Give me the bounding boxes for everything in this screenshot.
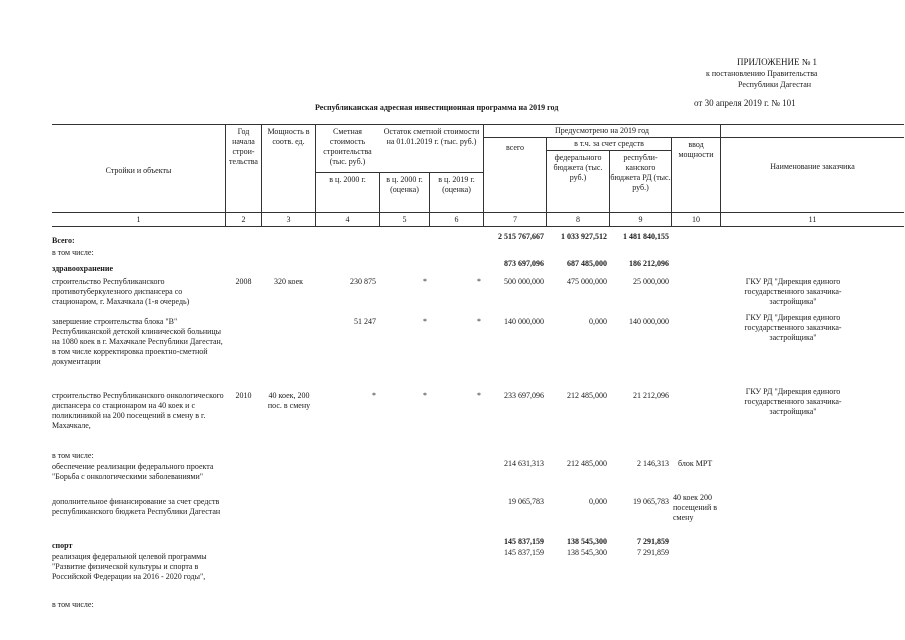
table-row-cost: * [372,391,376,400]
table-row-republican: 140 000,000 [629,317,669,326]
table-row-total: 19 065,783 [508,497,544,506]
table-row-republican: 25 000,000 [633,277,669,286]
table-row-remaining-2019: * [477,317,481,326]
table-row-federal: 0,000 [589,317,607,326]
col-number: 8 [576,215,580,224]
table-row-capacity-input: блок МРТ [678,459,713,468]
header-remaining-2000: в ц. 2000 г. (оценка) [386,175,423,194]
table-row-cost: 230 875 [350,277,376,286]
appendix-line2: Республики Дагестан [738,80,812,89]
healthcare-total: 873 697,096 [504,259,544,268]
table-row-year: 2010 [235,391,252,400]
header-capacity-input: ввод мощности [678,140,714,159]
table-row-total: 233 697,096 [504,391,544,400]
header-capacity: Мощность в соотв. ед. [267,127,310,146]
table-row-federal: 0,000 [589,497,607,506]
table-row-capacity-input: 40 коек 200 посещений в смену [673,493,718,522]
document-title: Республиканская адресная инвестиционная программа на 2019 год [315,103,559,112]
table-row-client: ГКУ РД "Дирекция единого государственного заказчика-застройщика" [744,387,842,416]
table-row-name: обеспечение реализации федерального проекта "Борьба с онкологическими заболеваниями" [52,462,214,481]
table-row-federal: 212 485,000 [567,391,607,400]
col-number: 11 [808,215,817,224]
table-row-capacity: 40 коек, 200 пос. в смену [267,391,311,410]
col-number: 6 [454,215,459,224]
sport-total: 145 837,159 [504,537,544,546]
table-row-name: строительство Республиканского онкологического диспансера со стационаром на 40 коек и с поликлиникой на 200 посещений в смену в г. Махачкале, [52,391,224,430]
header-objects: Стройки и объекты [105,166,172,175]
header-remaining-2019: в ц. 2019 г. (оценка) [438,175,475,194]
header-client: Наименование заказчика [770,162,855,171]
header-total: всего [505,143,524,152]
header-planned-2019: Предусмотрено на 2019 год [555,126,649,135]
table-row-republican: 7 291,859 [637,548,669,557]
table-row-republican: 21 212,096 [633,391,669,400]
appendix-date: от 30 апреля 2019 г. № 101 [694,98,796,108]
total-federal: 1 033 927,512 [561,232,607,241]
header-prices-2000: в ц. 2000 г. [329,175,366,184]
header-bottom-line [52,212,904,213]
number-row-line [52,226,904,227]
header-federal-budget: федерального бюджета (тыс. руб.) [553,153,603,182]
table-row-total: 145 837,159 [504,548,544,557]
table-row-year: 2008 [235,277,252,286]
table-row-remaining-2019: * [477,391,481,400]
sport-republican: 7 291,859 [637,537,669,546]
healthcare-republican: 186 212,096 [629,259,669,268]
table-row-client: ГКУ РД "Дирекция единого государственного заказчика-застройщика" [744,313,842,342]
table-row-name: дополнительное финансирование за счет средств республиканского бюджета Республики Дагестан [52,497,221,516]
table-row-total: 500 000,000 [504,277,544,286]
header-funding-sources: в т.ч. за счет средств [574,139,644,148]
table-row-federal: 212 485,000 [567,459,607,468]
table-top-line [52,124,904,125]
healthcare-federal: 687 485,000 [567,259,607,268]
table-row-capacity: 320 коек [273,277,303,286]
table-row-total: 214 631,313 [504,459,544,468]
table-row-remaining-2000: * [423,277,427,286]
sport-federal: 138 545,300 [567,537,607,546]
including-label: в том числе: [52,248,94,257]
table-row-republican: 2 146,313 [637,459,669,468]
including-label: в том числе: [52,600,94,609]
col-number: 5 [402,215,407,224]
table-row-cost: 51 247 [354,317,376,326]
total-all: 2 515 767,667 [498,232,544,241]
col-number: 10 [692,215,700,224]
table-row-republican: 19 065,783 [633,497,669,506]
table-row-federal: 138 545,300 [567,548,607,557]
table-row-total: 140 000,000 [504,317,544,326]
table-row-remaining-2000: * [423,317,427,326]
header-subline-prices [315,172,483,173]
col-number: 2 [241,215,246,224]
appendix-title: ПРИЛОЖЕНИЕ № 1 [737,57,818,67]
col-divider [720,124,721,226]
header-year: Год начала строи-тельства [229,127,258,166]
table-row-name: строительство Республиканского противотуберкулезного диспансера со стационаром, г. Махачкала (1-я очередь) [52,277,190,306]
total-label: Всего: [52,236,75,245]
header-republican-budget: республи-канского бюджета РД (тыс. руб.) [610,153,671,192]
appendix-line1: к постановлению Правительства [706,69,818,78]
col-number: 1 [136,215,141,224]
table-row-remaining-2019: * [477,277,481,286]
section-sport: спорт [52,541,73,550]
col-number: 3 [286,215,291,224]
including-label: в том числе: [52,451,94,460]
header-estimated-cost: Сметная стоимость строительства (тыс. руб.) [323,127,372,166]
table-row-name: реализация федеральной целевой программы "Развитие физической культуры и спорта в Российской Федерации на 2016 - 2020 годы", [52,552,207,581]
col-number: 9 [638,215,643,224]
table-row-remaining-2000: * [423,391,427,400]
table-row-name: завершение строительства блока "В" Республиканской детской клинической больницы на 1080 коек в г. Махачкале Республики Дагестан, в том числе корректировка проектно-сметной документации [52,317,223,366]
col-number: 7 [513,215,517,224]
total-republican: 1 481 840,155 [623,232,669,241]
table-row-client: ГКУ РД "Дирекция единого государственного заказчика-застройщика" [744,277,842,306]
col-divider [483,124,484,226]
col-number: 4 [345,215,350,224]
table-row-federal: 475 000,000 [567,277,607,286]
header-remaining-cost: Остаток сметной стоимости на 01.01.2019 г. (тыс. руб.) [383,127,480,146]
section-healthcare: здравоохранение [52,264,114,273]
